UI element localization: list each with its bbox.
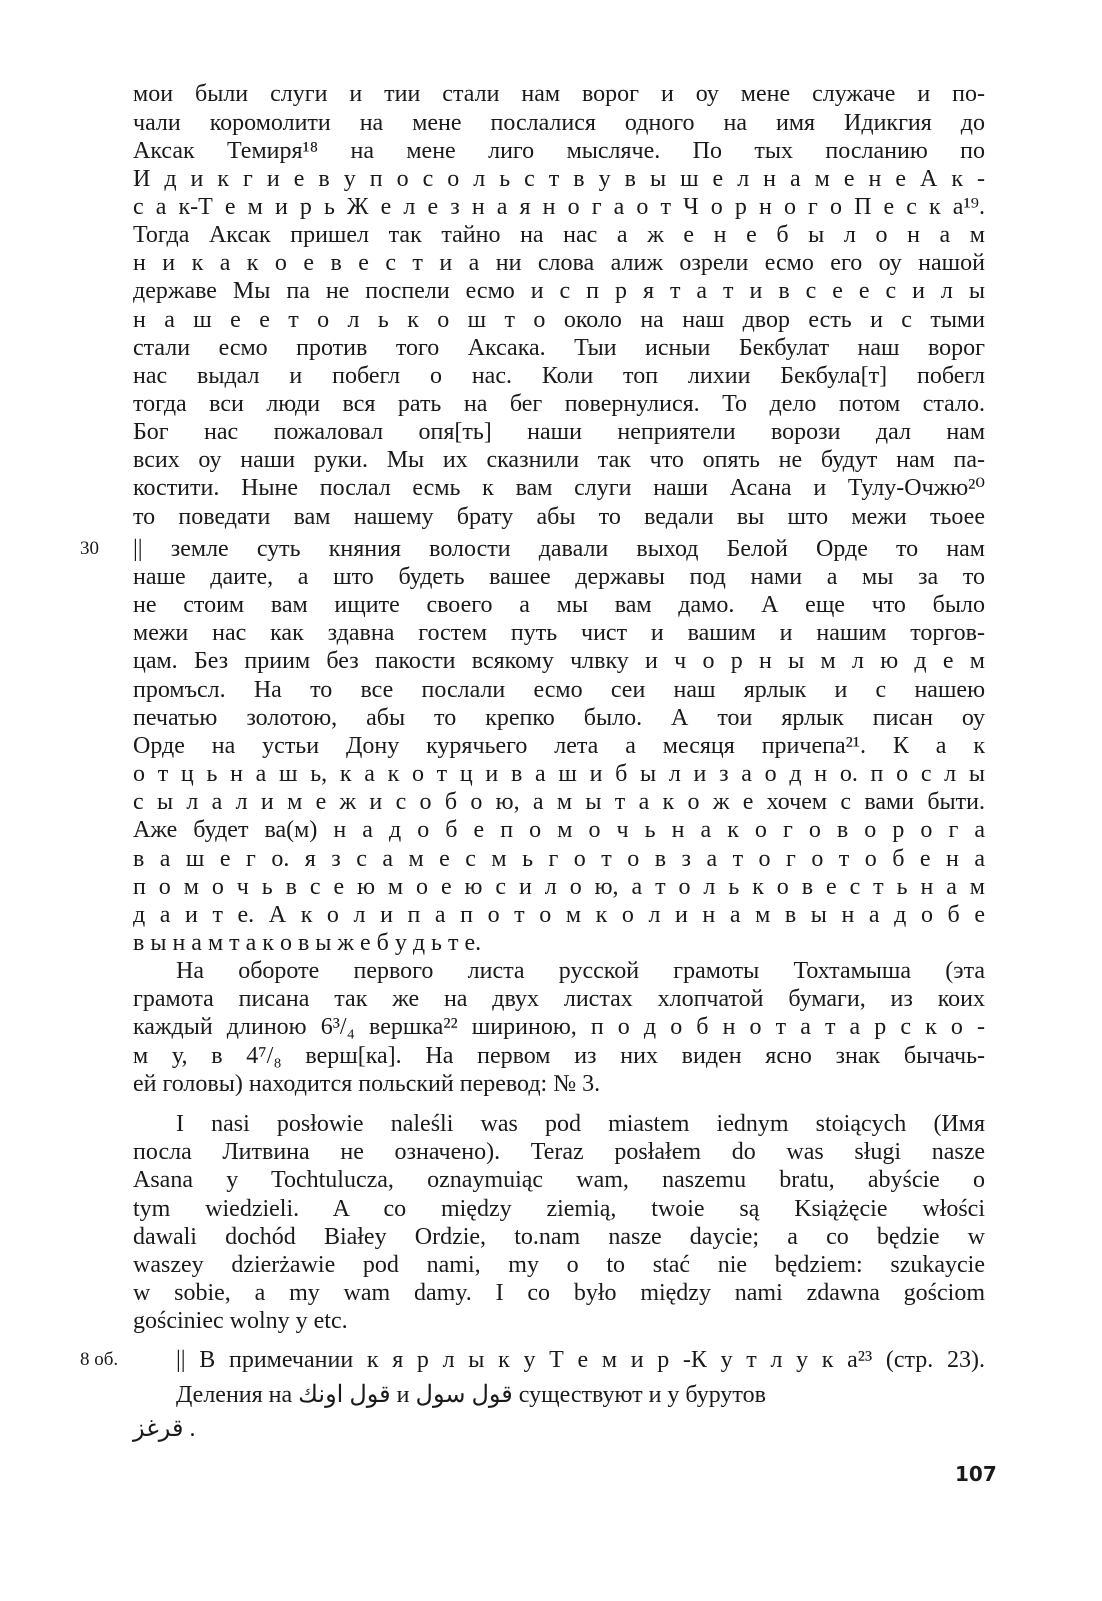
body-line: тогда вси люди вся рать на бег повернулися. То дело потом стало. (133, 391, 985, 417)
body-line: печатью золотою, абы то крепко было. А тои ярлык писан оу (133, 705, 985, 731)
body-line: стали есмо против того Аксака. Тыи исныи Бекбулат наш ворог (133, 335, 985, 361)
body-line: нас выдал и побегл о нас. Коли топ лихии Бекбула[т] побегл (133, 363, 985, 389)
body-line: Аже будет ва(м) н а д о б е п о м о ч ь н а к о г о в о р о г а (133, 817, 985, 843)
body-line: Орде на устьи Дону курячьего лета а месяця причепа²¹. К а к (133, 733, 985, 759)
body-line: Аксак Темиря¹⁸ на мене лиго мысляче. По тых посланию по (133, 138, 985, 164)
polish-line: Asana y Tochtulucza, oznaymuiąc wam, naszemu bratu, abyście o (133, 1167, 985, 1193)
polish-line: waszey dzierżawie pod nami, my o to stać nie będziem: szukaycie (133, 1252, 985, 1278)
body-line: в ы н а м т а к о в ы ж е б у д ь т е. (133, 930, 482, 956)
body-line: в а ш е г о. я з с а м е с м ь г о т о в з а т о г о т о б е н а (133, 846, 985, 872)
body-line: всих оу наши руки. Мы их сказнили так что опять не будут нам па- (133, 447, 985, 473)
description-line: На обороте первого листа русской грамоты Тохтамыша (эта (176, 958, 985, 984)
body-line: н а ш е е т о л ь к о ш т о около на наш двор есть и с тыми (133, 307, 985, 333)
body-line: Бог нас пожаловал опя[ть] наши неприятели ворози дал нам (133, 419, 985, 445)
body-line: || земле суть княния волости давали выход Белой Орде то нам (133, 536, 985, 562)
body-line: о т ц ь н а ш ь, к а к о т ц и в а ш и б ы л и з а о д н о. п о с л ы (133, 761, 985, 787)
body-line: с ы л а л и м е ж и с о б о ю, а м ы т а к о ж е хочем с вами быти. (133, 789, 985, 815)
description-line: ей головы) находится польский перевод: № 3. (133, 1071, 601, 1097)
body-line: костити. Ныне послал есмь к вам слуги наши Асана и Тулу-Очжю²⁰ (133, 475, 985, 501)
description-line: м у, в 4⁷/₈ верш[ка]. На первом из них виден ясно знак бычачь- (133, 1043, 985, 1069)
page-number: 107 (955, 1462, 997, 1486)
body-line: н и к а к о е в е с т и а ни слова алиж озрели есмо его оу нашой (133, 250, 985, 276)
body-line: И д и к г и е в у п о с о л ь с т в у в ы ш е л н а м е н е А к - (133, 166, 985, 192)
body-line: цам. Без приим без пакости всякому члвку и ч о р н ы м л ю д е м (133, 648, 985, 674)
note-line: || В примечании к я р л ы к у Т е м и р -К у т л у к а²³ (стр. 23). (176, 1347, 985, 1373)
body-line: д а и т е. А к о л и п а п о т о м к о л и н а м в ы н а д о б е (133, 902, 985, 928)
note-line: قرغز . (133, 1416, 196, 1442)
description-line: грамота писана так же на двух листах хлопчатой бумаги, из коих (133, 986, 985, 1012)
polish-line: tym wiedzieli. A co między ziemią, twoie są Książęcie włości (133, 1196, 985, 1222)
body-line: то поведати вам нашему брату абы то ведали вы што межи тьоее (133, 504, 985, 530)
body-line: п о м о ч ь в с е ю м о е ю с и л о ю, а т о л ь к о в е с т ь н а м (133, 874, 985, 900)
polish-line: посла Литвина не означено). Teraz posłałem do was sługi nasze (133, 1139, 985, 1165)
description-line: каждый длиною 6³/₄ вершка²² шириною, п о д о б н о т а т а р с к о - (133, 1014, 985, 1040)
body-line: межи нас как здавна гостем путь чист и вашим и нашим торгов- (133, 620, 985, 646)
polish-line: w sobie, a my wam damy. I co było między nami zdawna gościom (133, 1280, 985, 1306)
polish-line: I nasi posłowie naleśli was pod miastem iednym stoiących (Имя (176, 1111, 985, 1137)
note-line: Деления на قول اونك и قول سول существуют и у бурутов (176, 1382, 766, 1408)
folio-marker: 8 об. (80, 1349, 119, 1370)
body-line: державе Мы па не поспели есмо и с п р я т а т и в с е е с и л ы (133, 278, 985, 304)
body-line: промъсл. На то все послали есмо сеи наш ярлык и с нашею (133, 677, 985, 703)
body-line: чали коромолити на мене послалися одного на имя Идикгия до (133, 110, 985, 136)
body-line: мои были слуги и тии стали нам ворог и оу мене служаче и по- (133, 81, 985, 107)
polish-line: dawali dochód Białey Ordzie, to.nam nasze daycie; a co będzie w (133, 1224, 985, 1250)
polish-line: gościniec wolny y etc. (133, 1308, 348, 1334)
line-number-marker: 30 (80, 538, 99, 559)
body-line: Тогда Аксак пришел так тайно на нас а ж е н е б ы л о н а м (133, 222, 985, 248)
body-line: наше даите, а што будеть вашее державы под нами а мы за то (133, 564, 985, 590)
body-line: с а к-Т е м и р ь Ж е л е з н а я н о г а о т Ч о р н о г о П е с к а¹⁹. (133, 194, 985, 220)
body-line: не стоим вам ищите своего а мы вам дамо. А еще что было (133, 592, 985, 618)
